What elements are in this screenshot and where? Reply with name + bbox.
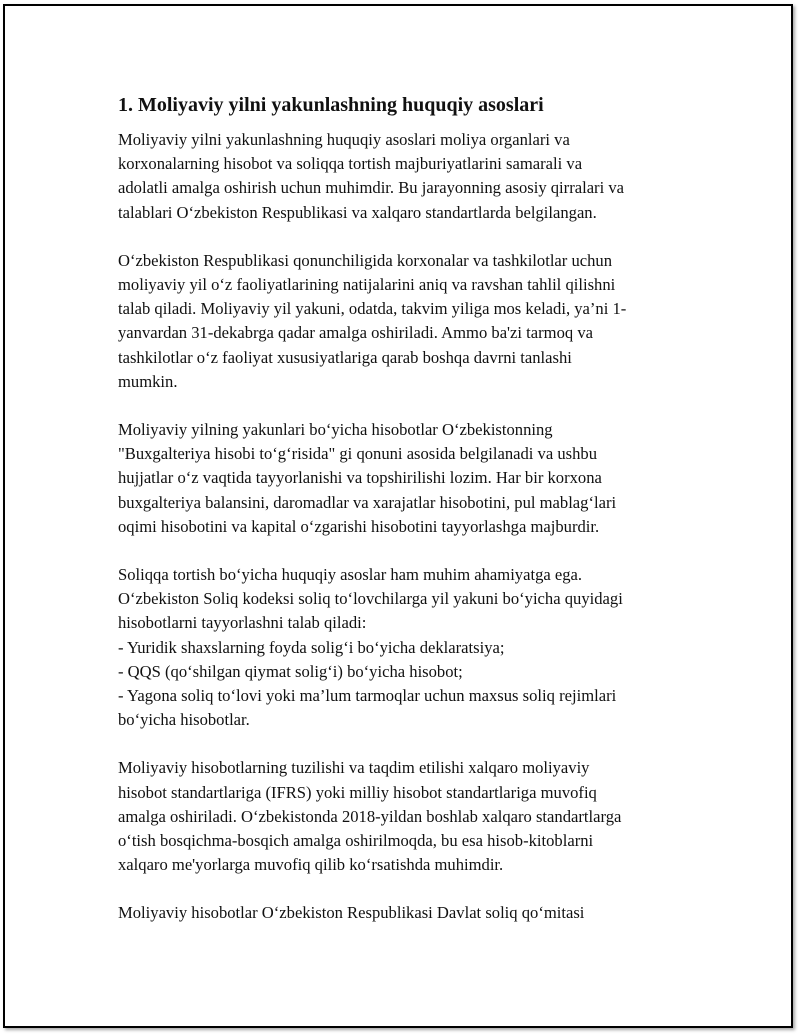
text-line: O‘zbekiston Soliq kodeksi soliq to‘lovchilarga yil yakuni bo‘yicha quyidagi xyxy=(118,589,623,609)
text-line: adolatli amalga oshirish uchun muhimdir. Bu jarayonning asosiy qirralari va xyxy=(118,178,625,198)
list-item: - Yagona soliq to‘lovi yoki ma’lum tarmoqlar uchun maxsus soliq rejimlari xyxy=(118,686,617,706)
paragraph-5 xyxy=(118,756,690,877)
text-line: xalqaro me'yorlarga muvofiq qilib ko‘rsatishda muhimdir. xyxy=(118,855,504,875)
paragraph-1 xyxy=(118,128,690,225)
text-line: "Buxgalteriya hisobi to‘g‘risida" gi qonuni asosida belgilanadi va ushbu xyxy=(118,444,598,464)
text-line: amalga oshiriladi. O‘zbekistonda 2018-yildan boshlab xalqaro standartlarga xyxy=(118,806,622,826)
text-line: hujjatlar o‘z vaqtida tayyorlanishi va topshirilishi lozim. Har bir korxona xyxy=(118,468,602,488)
text-line: o‘tish bosqichma-bosqich amalga oshirilmoqda, bu esa hisob-kitoblarni xyxy=(118,831,594,851)
text-line: buxgalteriya balansini, daromadlar va xarajatlar hisobotini, pul mablag‘lari xyxy=(118,492,617,512)
text-line: mumkin. xyxy=(118,371,178,391)
section-heading: 1. Moliyaviy yilni yakunlashning huquqiy asoslari xyxy=(118,94,544,116)
text-line: bo‘yicha hisobotlar. xyxy=(118,710,250,730)
list-item: - Yuridik shaxslarning foyda solig‘i bo‘yicha deklaratsiya; xyxy=(118,637,505,657)
text-line: moliyaviy yil o‘z faoliyatlarining natijalarini aniq va ravshan tahlil qilishni xyxy=(118,275,616,295)
text-line: Moliyaviy hisobotlar O‘zbekiston Respublikasi Davlat soliq qo‘mitasi xyxy=(118,903,585,923)
text-line: hisobot standartlariga (IFRS) yoki milliy hisobot standartlariga muvofiq xyxy=(118,782,597,802)
text-line: yanvardan 31-dekabrga qadar amalga oshiriladi. Ammo ba'zi tarmoq va xyxy=(118,323,593,343)
paragraph-3 xyxy=(118,418,690,539)
text-line: O‘zbekiston Respublikasi qonunchiligida korxonalar va tashkilotlar uchun xyxy=(118,250,613,270)
text-line: talablari O‘zbekiston Respublikasi va xalqaro standartlarda belgilangan. xyxy=(118,202,597,222)
text-line: hisobotlarni tayyorlashni talab qiladi: xyxy=(118,613,367,633)
list-item: - QQS (qo‘shilgan qiymat solig‘i) bo‘yicha hisobot; xyxy=(118,661,463,681)
paragraph-2 xyxy=(118,249,690,394)
document-body xyxy=(118,92,690,950)
paragraph-6 xyxy=(118,901,690,925)
text-line: talab qiladi. Moliyaviy yil yakuni, odatda, takvim yiliga mos keladi, ya’ni 1- xyxy=(118,299,627,319)
text-line: oqimi hisobotini va kapital o‘zgarishi hisobotini tayyorlashga majburdir. xyxy=(118,516,600,536)
text-line: Soliqqa tortish bo‘yicha huquqiy asoslar ham muhim ahamiyatga ega. xyxy=(118,565,583,585)
text-line: korxonalarning hisobot va soliqqa tortish majburiyatlarini samarali va xyxy=(118,154,583,174)
paragraph-4 xyxy=(118,563,690,732)
text-line: Moliyaviy yilni yakunlashning huquqiy asoslari moliya organlari va xyxy=(118,130,570,149)
text-line: Moliyaviy yilning yakunlari bo‘yicha hisobotlar O‘zbekistonning xyxy=(118,420,553,440)
text-line: Moliyaviy hisobotlarning tuzilishi va taqdim etilishi xalqaro moliyaviy xyxy=(118,758,590,778)
text-line: tashkilotlar o‘z faoliyat xususiyatlariga qarab boshqa davrni tanlashi xyxy=(118,347,572,367)
